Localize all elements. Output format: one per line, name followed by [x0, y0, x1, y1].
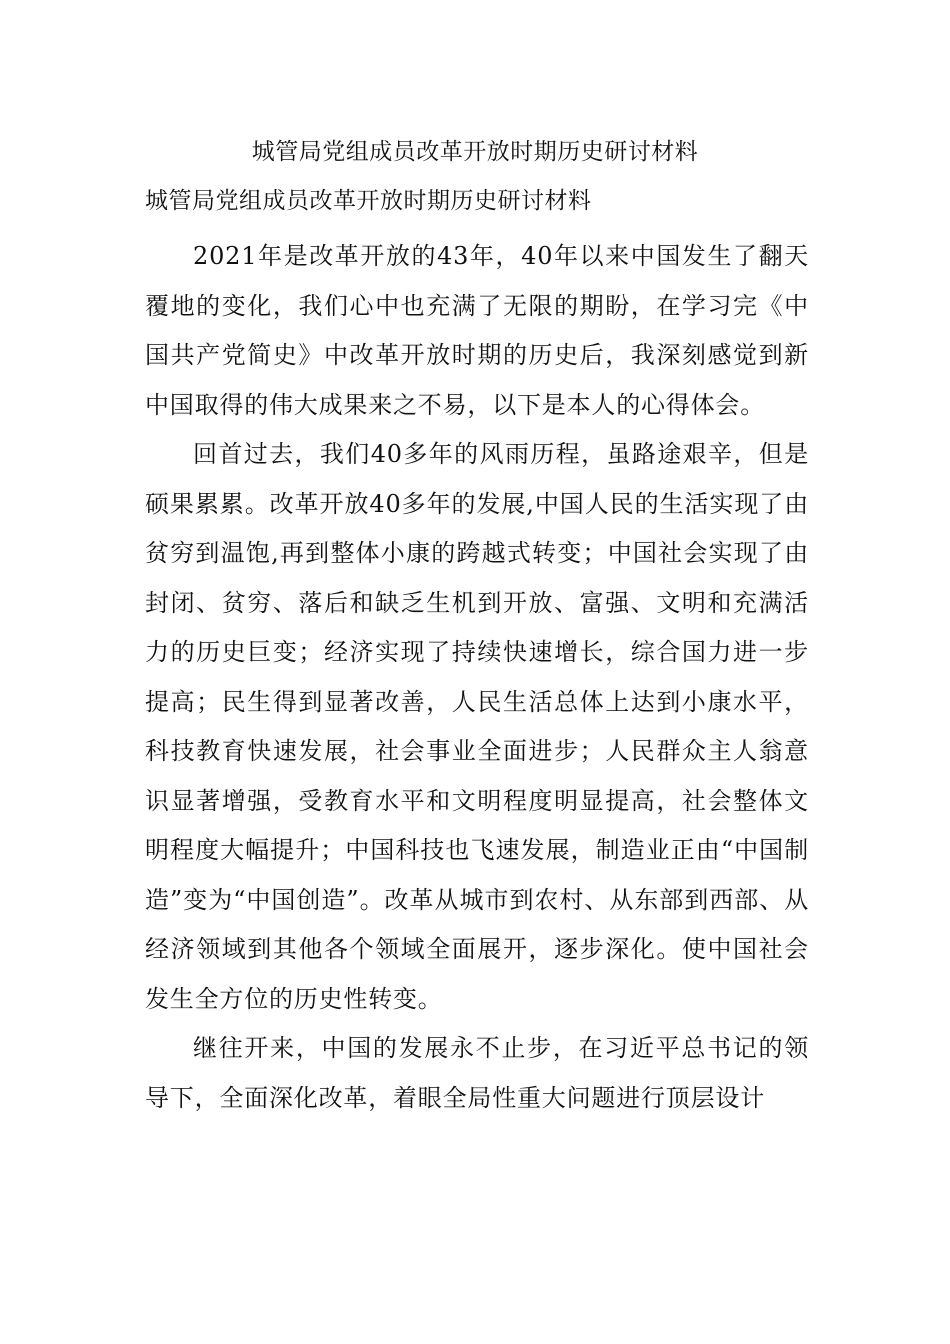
document-body [145, 232, 809, 1123]
document-title: 城管局党组成员改革开放时期历史研讨材料 [251, 139, 699, 165]
document-subtitle: 城管局党组成员改革开放时期历史研讨材料 [145, 188, 592, 214]
paragraph-future: 继往开来，中国的发展永不止步，在习近平总书记的领导下，全面深化改革，着眼全局性重大问题进行顶层设计 [145, 1034, 809, 1112]
paragraph-intro: 2021年是改革开放的43年，40年以来中国发生了翻天覆地的变化，我们心中也充满了无限的期盼，在学习完《中国共产党简史》中改革开放时期的历史后，我深刻感觉到新中国取得的伟大成果来之不易，以下是本人的心得体会。 [145, 242, 809, 419]
paragraph-review: 回首过去，我们40多年的风雨历程，虽路途艰辛，但是硕果累累。改革开放40多年的发展,中国人民的生活实现了由贫穷到温饱,再到整体小康的跨越式转变；中国社会实现了由封闭、贫穷、落后和缺乏生机到开放、富强、文明和充满活力的历史巨变；经济实现了持续快速增长，综合国力进一步提高；民生得到显著改善，人民生活总体上达到小康水平，科技教育快速发展，社会事业全面进步；人民群众主人翁意识显著增强，受教育水平和文明程度明显提高，社会整体文明程度大幅提升；中国科技也飞速发展，制造业正由“中国制造”变为“中国创造”。改革从城市到农村、从东部到西部、从经济领域到其他各个领域全面展开，逐步深化。使中国社会发生全方位的历史性转变。 [145, 440, 809, 1013]
